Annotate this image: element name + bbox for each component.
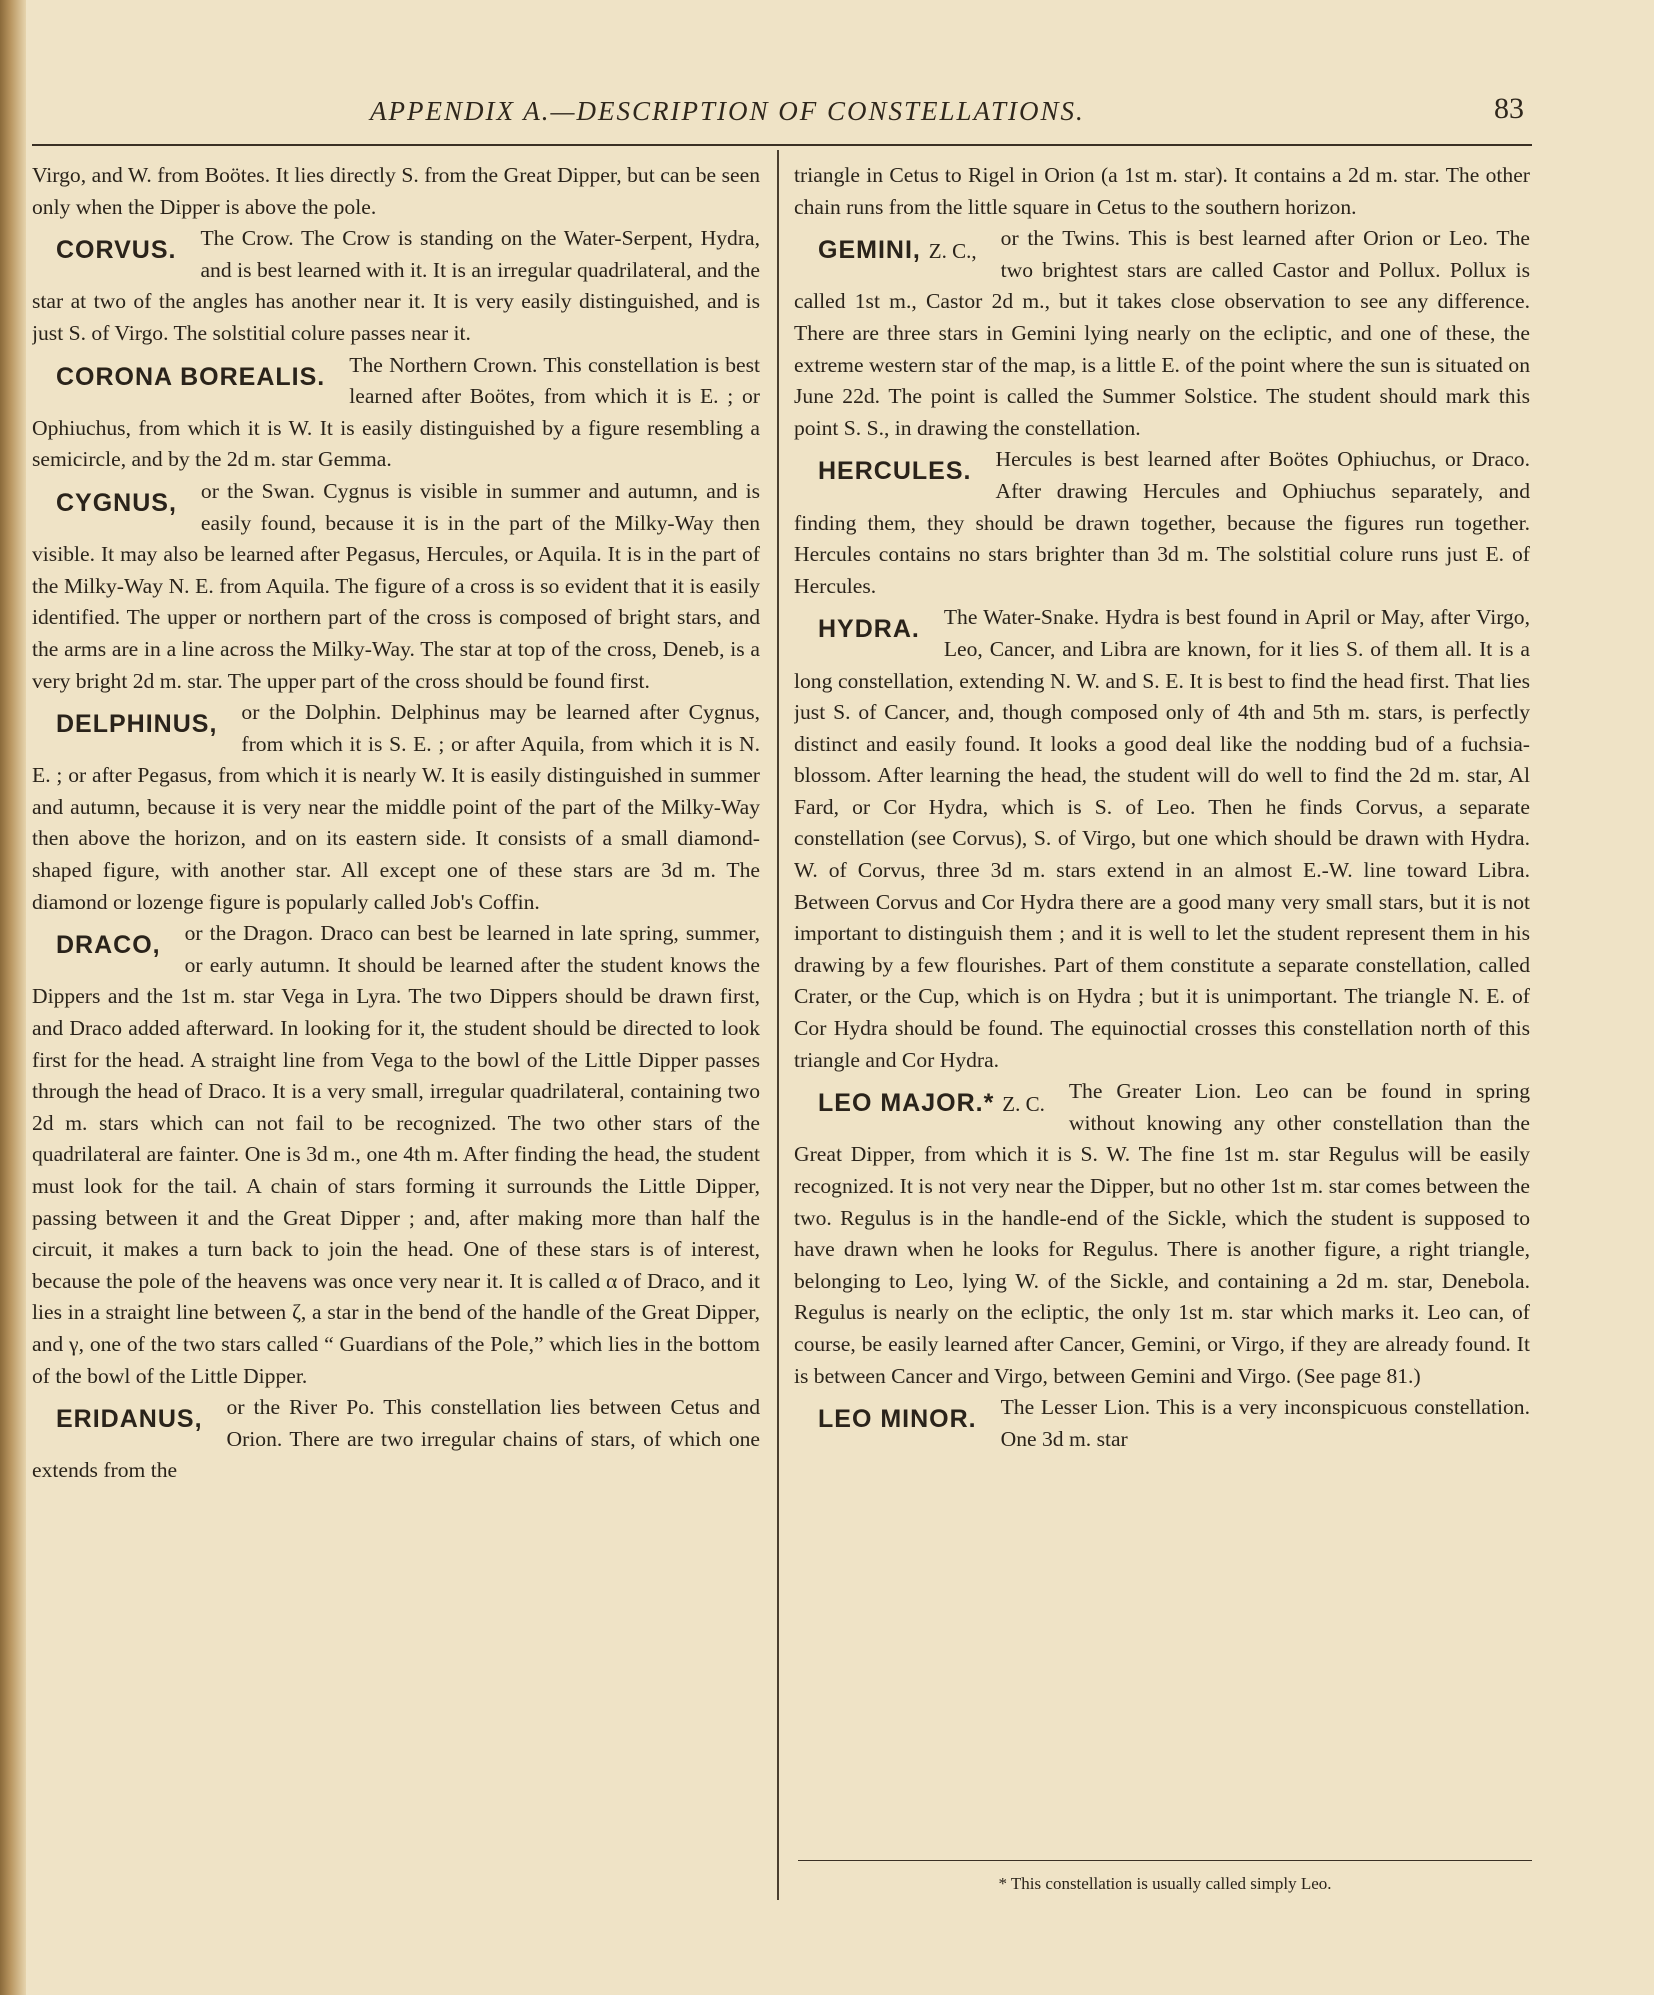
entry-heading: HERCULES. bbox=[818, 457, 972, 486]
entry-text: or the Swan. Cygnus is visible in summer and autumn, and is easily found, because it is in the part of the Milky-Way then visible. It may also be learned after Pegasus, Hercules, or Aquila. It is in the part of the Milky-Way N. E. from Aquila. The figure of a cross is so evident that it is easily identified. The upper or northern part of the cross is composed of bright stars, and the arms are in a line across the Milky-Way. The star at top of the cross, Deneb, is a very bright 2d m. star. The upper part of the cross should be found first. bbox=[32, 478, 760, 693]
entry-hydra bbox=[794, 602, 1530, 1076]
entry-text: or the River Po. This constellation lies between Cetus and Orion. There are two irregular chains of stars, of which one extends from the bbox=[32, 1395, 760, 1483]
entry-text: or the Twins. This is best learned after Orion or Leo. The two brightest stars are called Castor and Pollux. Pollux is called 1st m., Castor 2d m., but it takes close observation to see any difference. There are three stars in Gemini lying nearly on the ecliptic, and one of these, the extreme western star of the map, is a little E. of the point where the sun is situated on June 22d. The point is called the Summer Solstice. The student should mark this point S. S., in drawing the constellation. bbox=[794, 226, 1530, 440]
entry-draco bbox=[32, 918, 760, 1392]
entry-hercules bbox=[794, 444, 1530, 602]
entry-heading: ERIDANUS, bbox=[56, 1405, 203, 1434]
right-column bbox=[794, 160, 1530, 1455]
footnote-rule bbox=[798, 1860, 1532, 1861]
book-spine-shadow bbox=[0, 0, 26, 1995]
continuation-text: Virgo, and W. from Boötes. It lies directly S. from the Great Dipper, but can be seen only when the Dipper is above the pole. bbox=[32, 163, 760, 219]
zodiac-mark: Z. C. bbox=[1002, 1092, 1045, 1117]
entry-text: or the Dolphin. Delphinus may be learned after Cygnus, from which it is S. E. ; or after Aquila, from which it is N. E. ; or after Pegasus, from which it is nearly W. It is easily distinguished in summer and autumn, because it is very near the middle point of the part of the Milky-Way then above the horizon, and on its eastern side. It consists of a small diamond-shaped figure, with another star. All except one of these stars are 3d m. The diamond or lozenge figure is popularly called Job's Coffin. bbox=[32, 700, 760, 914]
zodiac-mark: Z. C., bbox=[928, 239, 977, 264]
entry-heading: LEO MAJOR.* Z. C. bbox=[818, 1089, 1045, 1118]
entry-leo-minor bbox=[794, 1392, 1530, 1455]
entry-gemini bbox=[794, 223, 1530, 444]
entry-cygnus bbox=[32, 476, 760, 697]
footnote: * This constellation is usually called simply Leo. bbox=[998, 1874, 1332, 1893]
entry-heading: DRACO, bbox=[56, 931, 161, 960]
entry-corona-borealis bbox=[32, 350, 760, 476]
entry-heading: CORVUS. bbox=[56, 236, 177, 265]
entry-heading: CYGNUS, bbox=[56, 488, 177, 517]
entry-heading: LEO MINOR. bbox=[818, 1405, 977, 1434]
continuation-text: triangle in Cetus to Rigel in Orion (a 1st m. star). It contains a 2d m. star. The other chain runs from the little square in Cetus to the southern horizon. bbox=[794, 163, 1530, 219]
entry-heading: HYDRA. bbox=[818, 615, 920, 644]
entry-delphinus bbox=[32, 697, 760, 918]
entry-text: The Water-Snake. Hydra is best found in April or May, after Virgo, Leo, Cancer, and Libra are known, for it lies S. of them all. It is a long constellation, extending N. W. and S. E. It is best to find the head first. That lies just S. of Cancer, and, though composed only of 4th and 5th m. stars, is perfectly distinct and easily found. It looks a good deal like the nodding bud of a fuchsia-blossom. After learning the head, the student will do well to find the 2d m. star, Al Fard, or Cor Hydra, which is S. of Leo. Then he finds Corvus, a separate constellation (see Corvus), S. of Virgo, but one which should be drawn with Hydra. W. of Corvus, three 3d m. stars extend in an almost E.-W. line toward Libra. Between Corvus and Cor Hydra there are a good many very small stars, but it is not important to distinguish them ; and it is well to let the student represent them in his drawing by a few flourishes. Part of them constitute a separate constellation, called Crater, or the Cup, which is on Hydra ; but it is unimportant. The triangle N. E. of Cor Hydra should be found. The equinoctial crosses this constellation north of this triangle and Cor Hydra. bbox=[794, 605, 1530, 1072]
running-header bbox=[0, 92, 1654, 136]
entry-heading: CORONA BOREALIS. bbox=[56, 362, 326, 391]
entry-eridanus bbox=[32, 1392, 760, 1487]
entry-text: The Lesser Lion. This is a very inconspicuous constellation. One 3d m. star bbox=[1000, 1395, 1530, 1451]
header-rule bbox=[32, 144, 1532, 146]
entry-text: Hercules is best learned after Boötes Ophiuchus, or Draco. After drawing Hercules and Ophiuchus separately, and finding them, they should be drawn together, because the figures run together. Hercules contains no stars brighter than 3d m. The solstitial colure runs just E. of Hercules. bbox=[794, 447, 1530, 598]
entry-text: or the Dragon. Draco can best be learned in late spring, summer, or early autumn. It should be learned after the student knows the Dippers and the 1st m. star Vega in Lyra. The two Dippers should be drawn first, and Draco added afterward. In looking for it, the student should be directed to look first for the head. A straight line from Vega to the bowl of the Little Dipper passes through the head of Draco. It is a very small, irregular quadrilateral, containing two 2d m. stars which can not fail to be recognized. The two other stars of the quadrilateral are fainter. One is 3d m., one 4th m. After finding the head, the student must look for the tail. A chain of stars forming it surrounds the Little Dipper, passing between it and the Great Dipper ; and, after making more than half the circuit, it makes a turn back to join the head. One of these stars is of interest, because the pole of the heavens was once very near it. It is called α of Draco, and it lies in a straight line between ζ, a star in the bend of the handle of the Great Dipper, and γ, one of the two stars called “ Guardians of the Pole,” which lies in the bottom of the bowl of the Little Dipper. bbox=[32, 921, 760, 1388]
entry-corvus bbox=[32, 223, 760, 349]
entry-heading: DELPHINUS, bbox=[56, 710, 218, 739]
entry-leo-major bbox=[794, 1076, 1530, 1392]
entry-heading: GEMINI, Z. C., bbox=[818, 236, 977, 265]
entry-text: The Northern Crown. This constellation is best learned after Boötes, from which it is E. ; or Ophiuchus, from which it is W. It is easily distinguished by a figure resembling a semicircle, and by the 2d m. star Gemma. bbox=[32, 352, 760, 472]
entry-text: The Greater Lion. Leo can be found in spring without knowing any other constellation than the Great Dipper, from which it is S. W. The fine 1st m. star Regulus will be easily recognized. It is not very near the Dipper, but no other 1st m. star comes between the two. Regulus is in the handle-end of the Sickle, which the student is supposed to have drawn when he looks for Regulus. There is another figure, a right triangle, belonging to Leo, lying W. of the Sickle, and containing a 2d m. star, Denebola. Regulus is nearly on the ecliptic, the only 1st m. star which marks it. Leo can, of course, be easily learned after Cancer, Gemini, or Virgo, if they are already found. It is between Cancer and Virgo, between Gemini and Virgo. (See page 81.) bbox=[794, 1079, 1530, 1388]
left-column bbox=[32, 160, 760, 1487]
entry-text: The Crow. The Crow is standing on the Water-Serpent, Hydra, and is best learned with it. It is an irregular quadrilateral, and the star at two of the angles has another near it. It is very easily distinguished, and is just S. of Virgo. The solstitial colure passes near it. bbox=[32, 226, 760, 345]
column-divider bbox=[777, 150, 779, 1900]
page-number: 83 bbox=[1494, 92, 1524, 125]
running-title: APPENDIX A.—DESCRIPTION OF CONSTELLATIONS. bbox=[370, 96, 1085, 126]
